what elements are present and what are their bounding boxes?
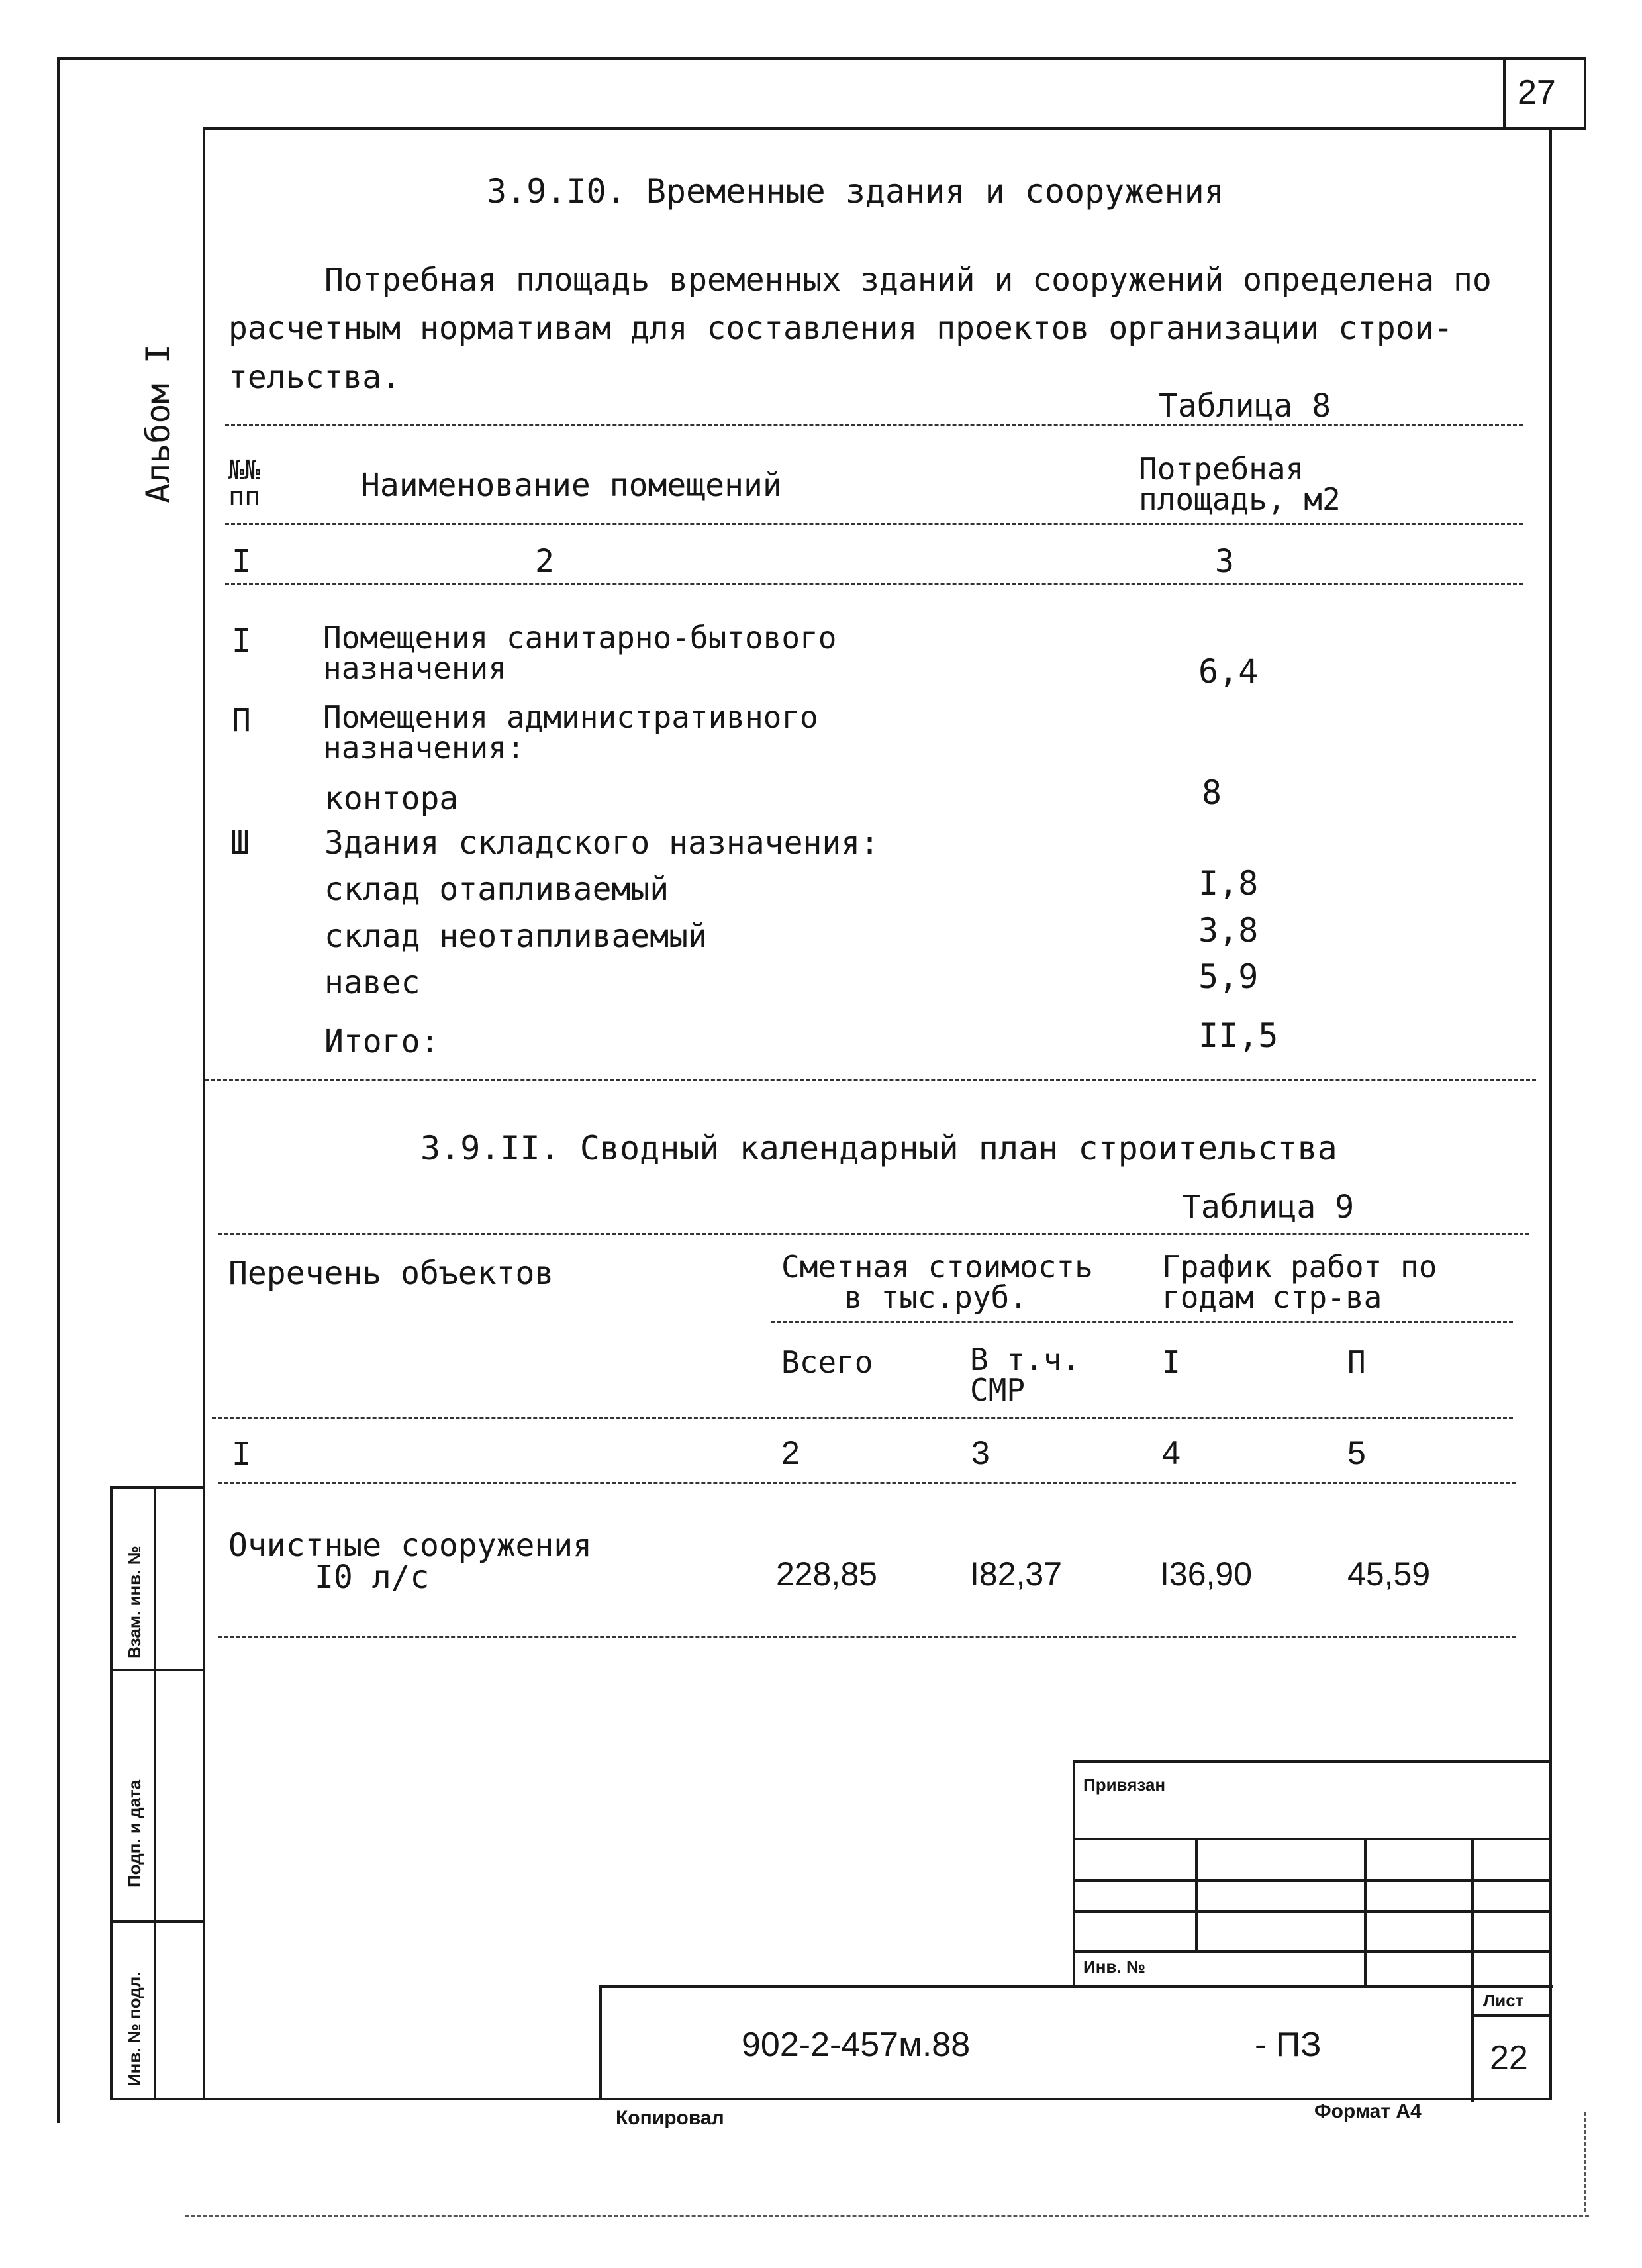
side-stamp-sign-date: Подп. и дата (124, 1779, 144, 1887)
footer-format: Формат А4 (1314, 2100, 1422, 2122)
table-8-index-rule (225, 583, 1523, 585)
table-8-top-rule (225, 424, 1523, 426)
table-8-num-header: №№ пп (228, 455, 261, 512)
sheet-number: 22 (1490, 2039, 1528, 2077)
table-8-area-header: Потребная площадь, м2 (1139, 451, 1341, 517)
album-label: Альбом I (139, 344, 177, 503)
table-9-index-2: 2 (781, 1434, 800, 1471)
scan-artifact-edge (1584, 2112, 1586, 2212)
table-9-schedule-header: График работ по годам стр-ва (1162, 1249, 1437, 1315)
document-suffix: - ПЗ (1255, 2026, 1322, 2064)
table-9-total-subheader: Всего (781, 1344, 873, 1380)
paragraph-line-1: Потребная площадь временных зданий и сооружений определена по (324, 262, 1492, 299)
section-title-calendar-plan: 3.9.II. Сводный календарный план строительства (420, 1129, 1337, 1167)
stamp-bound-label: Привязан (1083, 1775, 1166, 1795)
stamp-inv-label: Инв. № (1083, 1957, 1145, 1977)
table-9-index-3: 3 (971, 1434, 990, 1471)
paragraph-line-3: тельства. (228, 359, 401, 396)
table-9-group-rule (771, 1321, 1513, 1323)
scan-artifact-line (185, 2215, 1589, 2217)
table-9-index-1: I (232, 1436, 251, 1473)
table-9-bottom-rule (218, 1636, 1516, 1638)
paragraph-line-2: расчетным нормативам для составления проектов организации строи- (228, 310, 1453, 347)
table-9-cost-header: Сметная стоимость в тыс.руб. (781, 1249, 1093, 1315)
sheet-label: Лист (1483, 1991, 1524, 2010)
side-stamp-replace-inv: Взам. инв. № (124, 1546, 144, 1659)
table-9-top-rule (218, 1233, 1529, 1235)
table-9-year1-subheader: I (1162, 1344, 1181, 1380)
section-title-temporary-buildings: 3.9.I0. Временные здания и сооружения (487, 172, 1224, 211)
table-9-header-rule (212, 1417, 1513, 1419)
table-8-name-header: Наименование помещений (361, 467, 782, 504)
footer-copied: Копировал (616, 2107, 724, 2129)
table-9-index-5: 5 (1347, 1434, 1366, 1471)
table-9-year2-subheader: П (1347, 1344, 1366, 1380)
table-8-label: Таблица 8 (1159, 387, 1331, 424)
table-9-objects-header: Перечень объектов (228, 1255, 554, 1292)
table-9-smr-subheader: В т.ч. СМР (970, 1342, 1081, 1408)
page-number: 27 (1518, 74, 1556, 112)
table-8-index-3: 3 (1215, 543, 1234, 580)
document-code: 902-2-457м.88 (742, 2026, 971, 2064)
table-8-index-2: 2 (535, 543, 554, 580)
table-8-header-rule (225, 523, 1523, 525)
table-8-bottom-rule (205, 1079, 1536, 1081)
table-9-index-4: 4 (1162, 1434, 1181, 1471)
table-9-index-rule (218, 1482, 1516, 1484)
side-stamp-original-inv: Инв. № подл. (124, 1971, 144, 2086)
table-8-index-1: I (232, 543, 251, 580)
table-9-label: Таблица 9 (1182, 1189, 1355, 1226)
